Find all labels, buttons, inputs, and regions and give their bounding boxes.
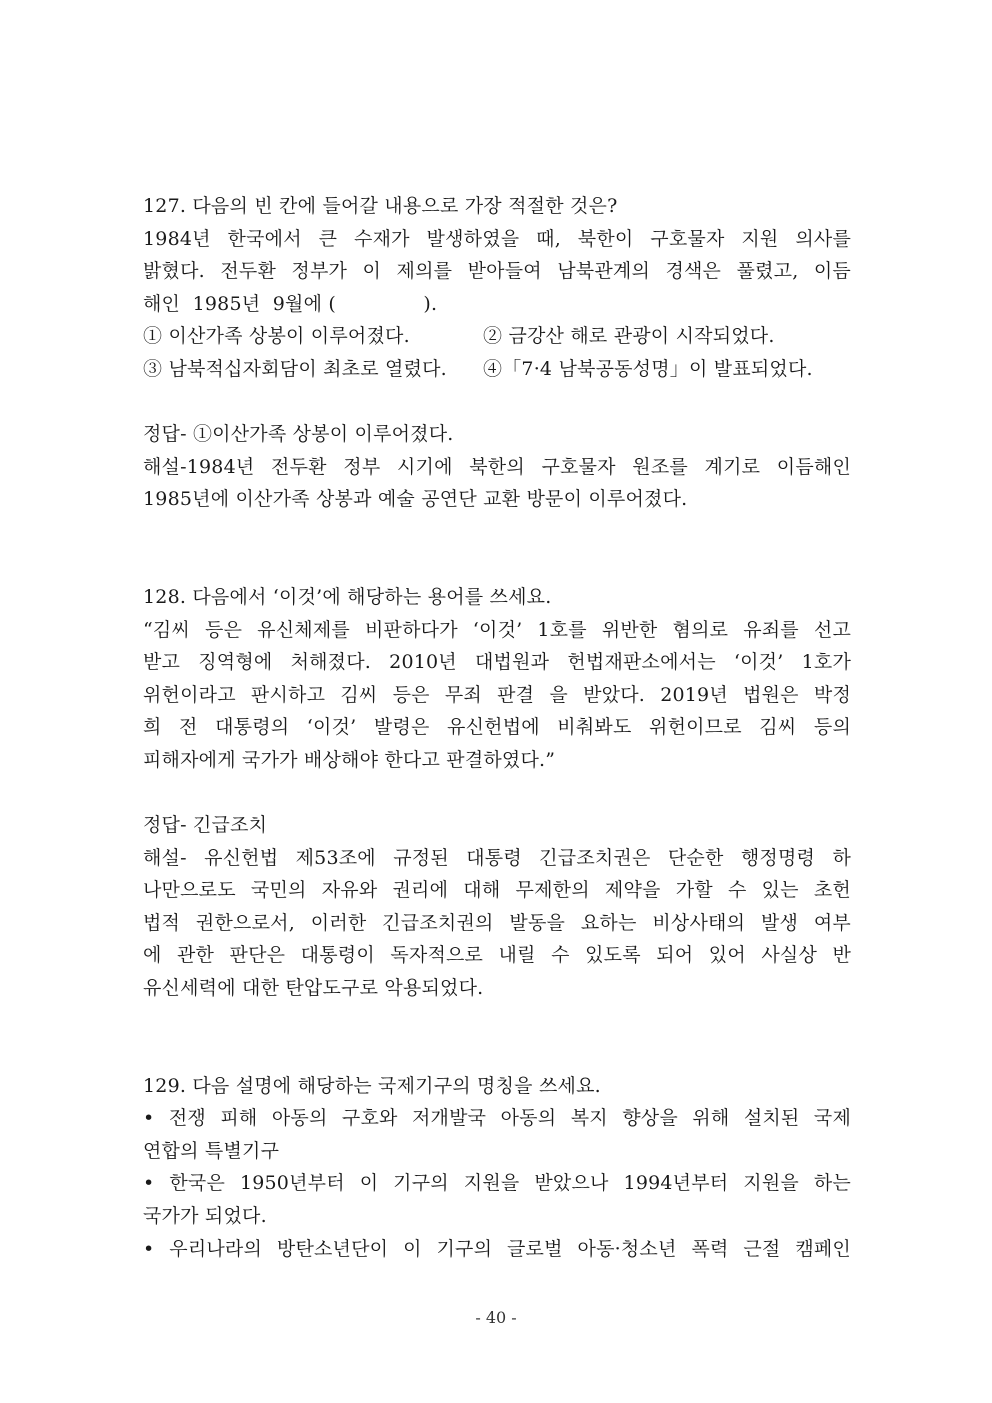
bullet-line: • 한국은 1950년부터 이 기구의 지원을 받았으나 1994년부터 지원을 하는: [143, 1172, 851, 1195]
page-number: - 40 -: [475, 1308, 517, 1327]
choices-row: [143, 320, 851, 353]
explanation-line: 유신세력에 대한 탄압도구로 악용되었다.: [143, 977, 484, 1000]
answer: 정답- ①이산가족 상봉이 이루어졌다.: [143, 423, 454, 446]
choice-2: ② 금강산 해로 관광이 시작되었다.: [483, 325, 775, 348]
question-title: 127. 다음의 빈 칸에 들어갈 내용으로 가장 적절한 것은?: [143, 195, 618, 217]
question-129: [143, 1070, 851, 1266]
passage-line: 받고 징역형에 처해졌다. 2010년 대법원과 헌법재판소에서는 ‘이것’ 1호가: [143, 651, 851, 674]
choice-3: ③ 남북적십자회담이 최초로 열렸다.: [143, 357, 447, 380]
passage-line: 희 전 대통령의 ‘이것’ 발령은 유신헌법에 비춰봐도 위헌이므로 김씨 등의: [143, 716, 851, 739]
passage-line: 1984년 한국에서 큰 수재가 발생하였을 때, 북한이 구호물자 지원 의사를: [143, 227, 851, 250]
question-title: 128. 다음에서 ‘이것’에 해당하는 용어를 쓰세요.: [143, 585, 552, 608]
bullet-line: • 우리나라의 방탄소년단이 이 기구의 글로벌 아동·청소년 폭력 근절 캠페인: [143, 1237, 851, 1260]
explanation-line: 해설-1984년 전두환 정부 시기에 북한의 구호물자 원조를 계기로 이듬해인: [143, 455, 851, 478]
document-body: [143, 190, 851, 1265]
explanation-line: 법적 권한으로서, 이러한 긴급조치권의 발동을 요하는 비상사태의 발생 여부: [143, 911, 851, 934]
question-128: [143, 581, 851, 1005]
question-127: [143, 190, 851, 516]
passage-line: 위헌이라고 판시하고 김씨 등은 무죄 판결 을 받았다. 2019년 법원은 박정: [143, 683, 851, 706]
answer: 정답- 긴급조치: [143, 814, 268, 837]
bullet-line: 연합의 특별기구: [143, 1139, 280, 1162]
choices-row: [143, 353, 851, 386]
bullet-line: • 전쟁 피해 아동의 구호와 저개발국 아동의 복지 향상을 위해 설치된 국제: [143, 1107, 851, 1130]
choice-1: ① 이산가족 상봉이 이루어졌다.: [143, 325, 410, 348]
explanation-line: 나만으로도 국민의 자유와 권리에 대해 무제한의 제약을 가할 수 있는 초헌: [143, 879, 851, 902]
explanation-line: 에 관한 판단은 대통령이 독자적으로 내릴 수 있도록 되어 있어 사실상 반: [143, 944, 851, 967]
explanation-line: 1985년에 이산가족 상봉과 예술 공연단 교환 방문이 이루어졌다.: [143, 488, 688, 511]
passage-line: “김씨 등은 유신체제를 비판하다가 ‘이것’ 1호를 위반한 혐의로 유죄를 선고: [143, 618, 851, 641]
explanation-line: 해설- 유신헌법 제53조에 규정된 대통령 긴급조치권은 단순한 행정명령 하: [143, 846, 851, 869]
passage-line: 피해자에게 국가가 배상해야 한다고 판결하였다.”: [143, 748, 556, 771]
question-title: 129. 다음 설명에 해당하는 국제기구의 명칭을 쓰세요.: [143, 1074, 601, 1097]
passage-line: 밝혔다. 전두환 정부가 이 제의를 받아들여 남북관계의 경색은 풀렸고, 이듬: [143, 260, 851, 283]
choice-4: ④「7·4 남북공동성명」이 발표되었다.: [483, 357, 813, 380]
bullet-line: 국가가 되었다.: [143, 1205, 267, 1228]
passage-line: 해인 1985년 9월에 ( ).: [143, 292, 438, 315]
